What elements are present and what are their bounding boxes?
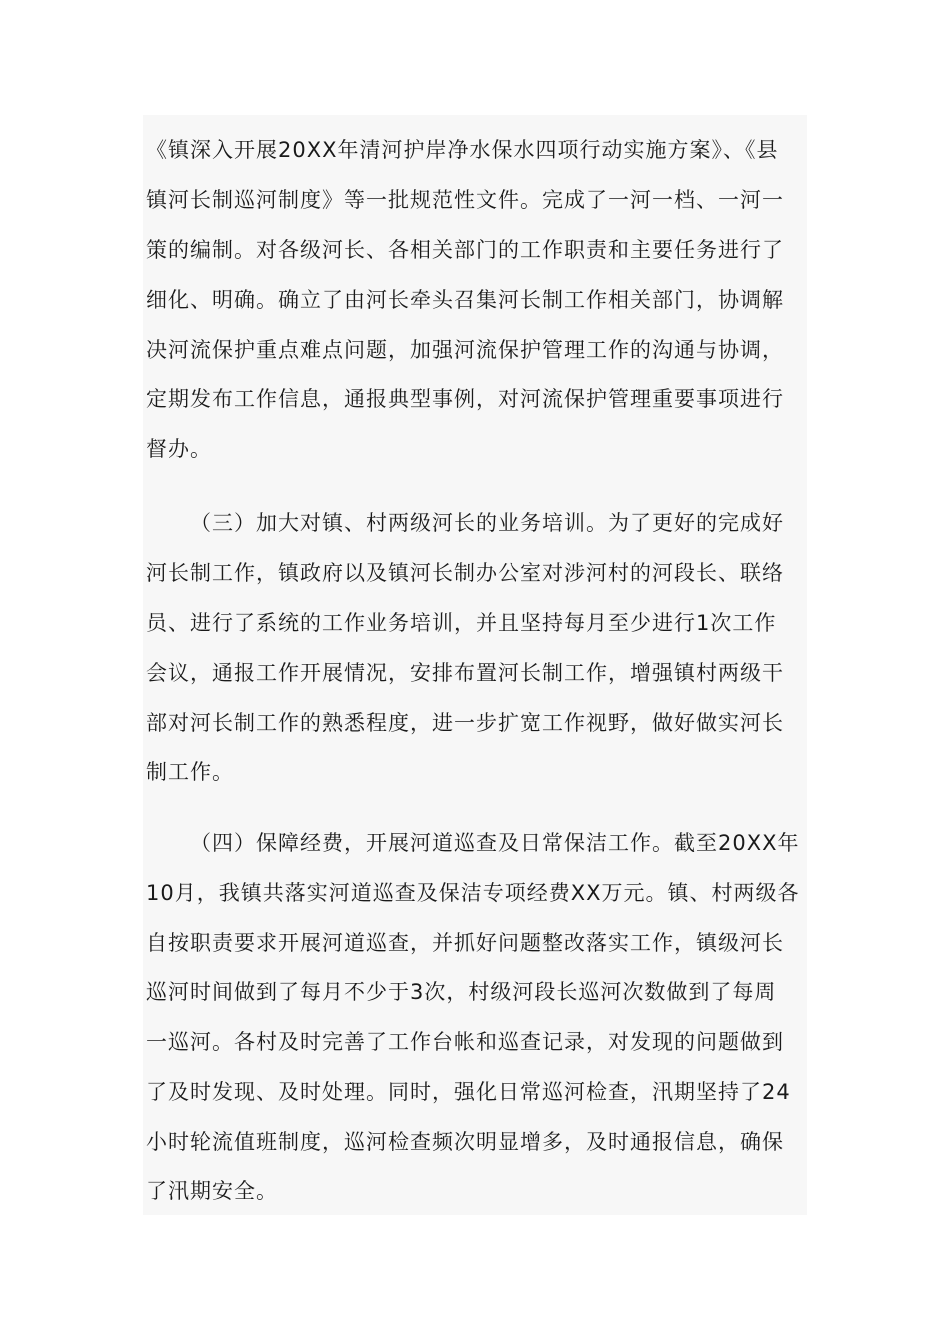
text-line: 了及时发现、及时处理。同时，强化日常巡河检查，汛期坚持了24 (146, 1080, 791, 1104)
text-line: 制工作。 (146, 760, 234, 784)
text-line: 河长制工作，镇政府以及镇河长制办公室对涉河村的河段长、联络 (146, 561, 784, 585)
text-line: 自按职责要求开展河道巡查，并抓好问题整改落实工作，镇级河长 (146, 931, 784, 955)
text-line: 《镇深入开展20XX年清河护岸净水保水四项行动实施方案》、《县 (146, 138, 779, 162)
text-line: 部对河长制工作的熟悉程度，进一步扩宽工作视野，做好做实河长 (146, 711, 784, 735)
text-line: 镇河长制巡河制度》等一批规范性文件。完成了一河一档、一河一 (146, 188, 784, 212)
text-line: 巡河时间做到了每月不少于3次，村级河段长巡河次数做到了每周 (146, 980, 777, 1004)
text-line: 员、进行了系统的工作业务培训，并且坚持每月至少进行1次工作 (146, 611, 777, 635)
text-line: （四）保障经费，开展河道巡查及日常保洁工作。截至20XX年 (190, 831, 800, 855)
text-line: 定期发布工作信息，通报典型事例，对河流保护管理重要事项进行 (146, 387, 784, 411)
text-line: （三）加大对镇、村两级河长的业务培训。为了更好的完成好 (190, 511, 784, 535)
text-line: 策的编制。对各级河长、各相关部门的工作职责和主要任务进行了 (146, 238, 784, 262)
text-line: 了汛期安全。 (146, 1179, 278, 1203)
text-line: 一巡河。各村及时完善了工作台帐和巡查记录，对发现的问题做到 (146, 1030, 784, 1054)
text-line: 细化、明确。确立了由河长牵头召集河长制工作相关部门，协调解 (146, 288, 784, 312)
text-line: 小时轮流值班制度，巡河检查频次明显增多，及时通报信息，确保 (146, 1130, 784, 1154)
text-line: 督办。 (146, 437, 212, 461)
text-line: 决河流保护重点难点问题，加强河流保护管理工作的沟通与协调， (146, 338, 784, 362)
text-line: 会议，通报工作开展情况，安排布置河长制工作，增强镇村两级干 (146, 661, 784, 685)
text-line: 10月，我镇共落实河道巡查及保洁专项经费XX万元。镇、村两级各 (146, 881, 800, 905)
